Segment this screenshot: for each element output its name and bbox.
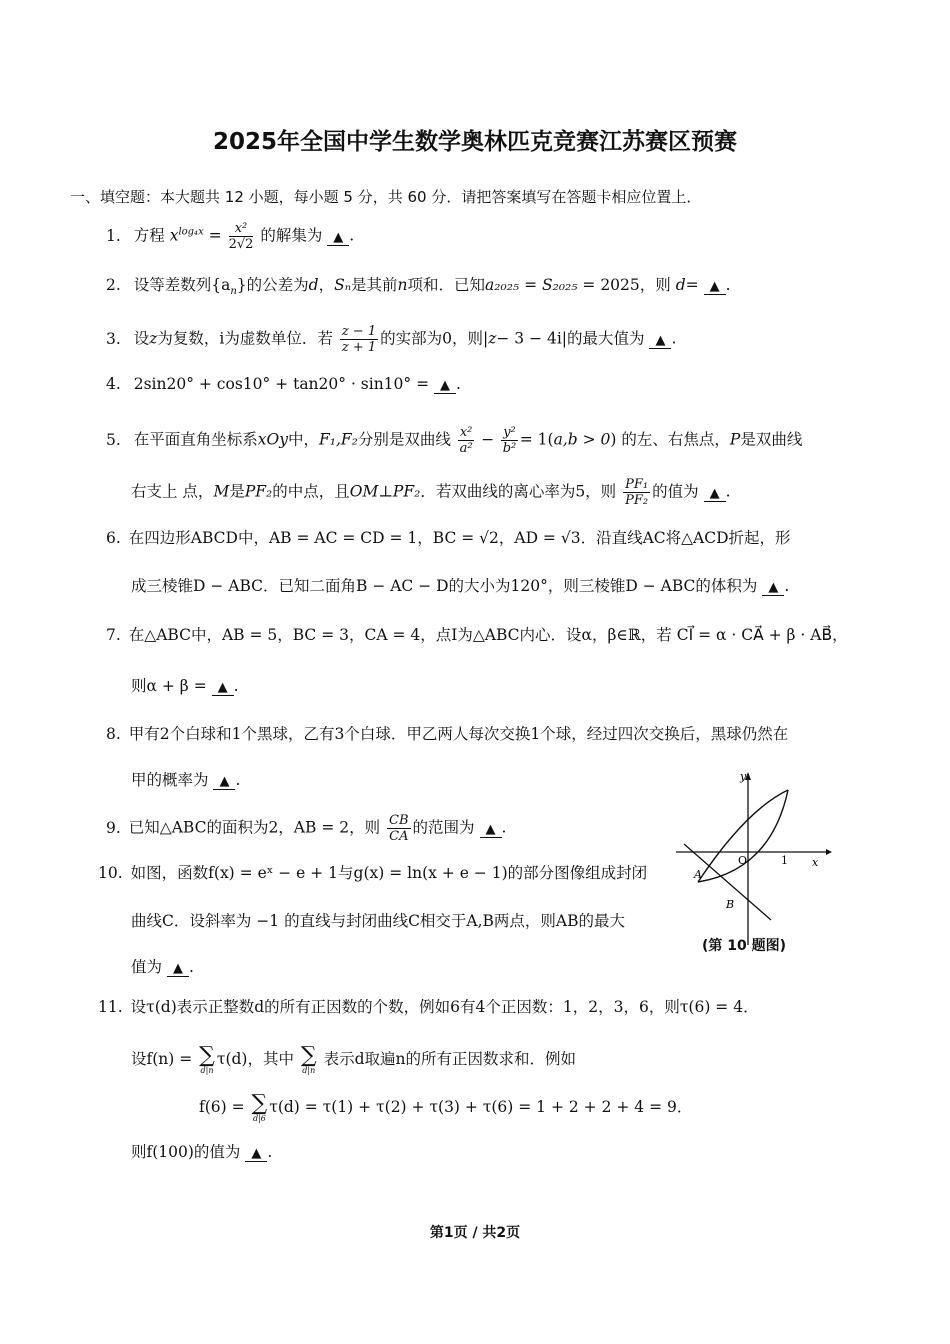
question-3: 3. 设z为复数，i为虚数单位．若 $\frac{z - 1}{z + 1}$ 的实部为0，则|z− 3 − 4i|的最大值为 ▲ . xyxy=(106,324,677,355)
question-8-line-2: 甲的概率为 ▲ . xyxy=(131,771,241,789)
x-axis-arrow-icon xyxy=(826,849,832,855)
page-title: 2025年全国中学生数学奥林匹克竞赛江苏赛区预赛 xyxy=(212,129,737,155)
question-number: 1. xyxy=(106,226,121,245)
answer-blank: ▲ xyxy=(213,775,235,790)
section-heading: 一、填空题：本大题共 12 小题，每小题 5 分，共 60 分．请把答案填写在答题卡相应位置上． xyxy=(70,188,702,206)
answer-blank: ▲ xyxy=(327,231,349,246)
question-2: 2. 设等差数列$\{a_n\}$的公差为d，Sₙ是其前n项和．已知a₂₀₂₅ = S₂₀₂₅ = 2025，则 d= ▲ . xyxy=(106,276,731,298)
summation: ∑ d|6 xyxy=(251,1091,268,1123)
answer-blank: ▲ xyxy=(762,581,784,596)
question-9: 9. 已知△ABC的面积为2，AB = 2，则 $\frac{CB}{CA}$ 的范围为 ▲ . xyxy=(106,813,507,844)
question-8: 8. 甲有2个白球和1个黑球，乙有3个白球．甲乙两人每次交换1个球，经过四次交换后，黑球仍然在 xyxy=(106,725,789,743)
figure-caption: (第 10 题图) xyxy=(702,938,787,954)
answer-blank: ▲ xyxy=(434,379,456,394)
x-label: x xyxy=(812,856,819,869)
question-6-line-2: 成三棱锥D − ABC．已知二面角B − AC − D的大小为120°，则三棱锥D − ABC的体积为 ▲ . xyxy=(131,577,790,595)
fraction: $\frac{z - 1}{z + 1}$ xyxy=(341,324,377,355)
page-footer: 第1页 / 共2页 xyxy=(429,1225,521,1241)
answer-blank: ▲ xyxy=(649,334,671,349)
summation: ∑ d|n xyxy=(199,1043,215,1075)
question-1: 1. 方程 $x^{log_4x}$ = $\frac{\text{x²}}{2√2}$ 的解集为 ▲ . xyxy=(106,221,355,252)
answer-blank: ▲ xyxy=(167,962,189,977)
question-6: 6. 在四边形ABCD中，AB = AC = CD = 1，BC = √2，AD = √3．沿直线AC将△ACD折起，形 xyxy=(106,529,791,547)
question-11-line-3: f(6) = ∑ d|6 τ(d) = τ(1) + τ(2) + τ(3) + τ(6) = 1 + 2 + 2 + 4 = 9． xyxy=(199,1091,693,1123)
summation: ∑ d|n xyxy=(300,1043,317,1075)
fraction: $\frac{\text{x²}}{2√2}$ xyxy=(228,221,254,252)
question-10-line-2: 曲线C．设斜率为 −1 的直线与封闭曲线C相交于A,B两点，则AB的最大 xyxy=(131,912,626,930)
question-10-line-3: 值为 ▲ . xyxy=(131,958,194,976)
tick-label: 1 xyxy=(781,854,788,867)
question-10: 10. 如图，函数f(x) = eˣ − e + 1与g(x) = ln(x + e − 1)的部分图像组成封闭 xyxy=(98,864,648,882)
question-11-line-4: 则f(100)的值为 ▲ . xyxy=(131,1143,273,1161)
point-b-label: B xyxy=(726,898,735,911)
answer-blank: ▲ xyxy=(212,681,234,696)
question-5-line-2: 右支上 点，M是PF₂的中点，且OM⊥PF₂．若双曲线的离心率为5，则 $\frac{\text{PF₁}}{\text{PF₂}}$ 的值为 ▲ . xyxy=(131,477,731,508)
origin-label: O xyxy=(738,854,748,867)
question-7: 7. 在△ABC中，AB = 5，BC = 3，CA = 4，点I为△ABC内心．设α，β∈ℝ，若 CI⃗ = α · CA⃗ + β · AB⃗， xyxy=(106,626,848,644)
y-label: y xyxy=(740,770,747,783)
question-11-line-2: 设f(n) = ∑ d|n τ(d)，其中 ∑ d|n 表示d取遍n的所有正因数求和．例如 xyxy=(131,1043,576,1075)
question-10-figure xyxy=(676,770,836,950)
answer-blank: ▲ xyxy=(704,280,726,295)
question-5: 5. 在平面直角坐标系xOy中，F₁,F₂分别是双曲线 $\frac{\text{x²}}{\text{a²}}$ − $\frac{\text{y²}}{\text{b²}}$ = 1(a,b > 0) 的左、右焦点，P是双曲线 xyxy=(106,425,803,456)
answer-blank: ▲ xyxy=(245,1147,267,1162)
question-7-line-2: 则α + β = ▲ . xyxy=(131,677,239,695)
point-a-label: A xyxy=(694,868,702,881)
question-4: 4. 2sin20° + cos10° + tan20° · sin10° = ▲ . xyxy=(106,375,461,393)
answer-blank: ▲ xyxy=(480,823,502,838)
answer-blank: ▲ xyxy=(704,487,726,502)
question-11: 11. 设τ(d)表示正整数d的所有正因数的个数，例如6有4个正因数：1，2，3，6，则τ(6) = 4． xyxy=(98,998,759,1016)
